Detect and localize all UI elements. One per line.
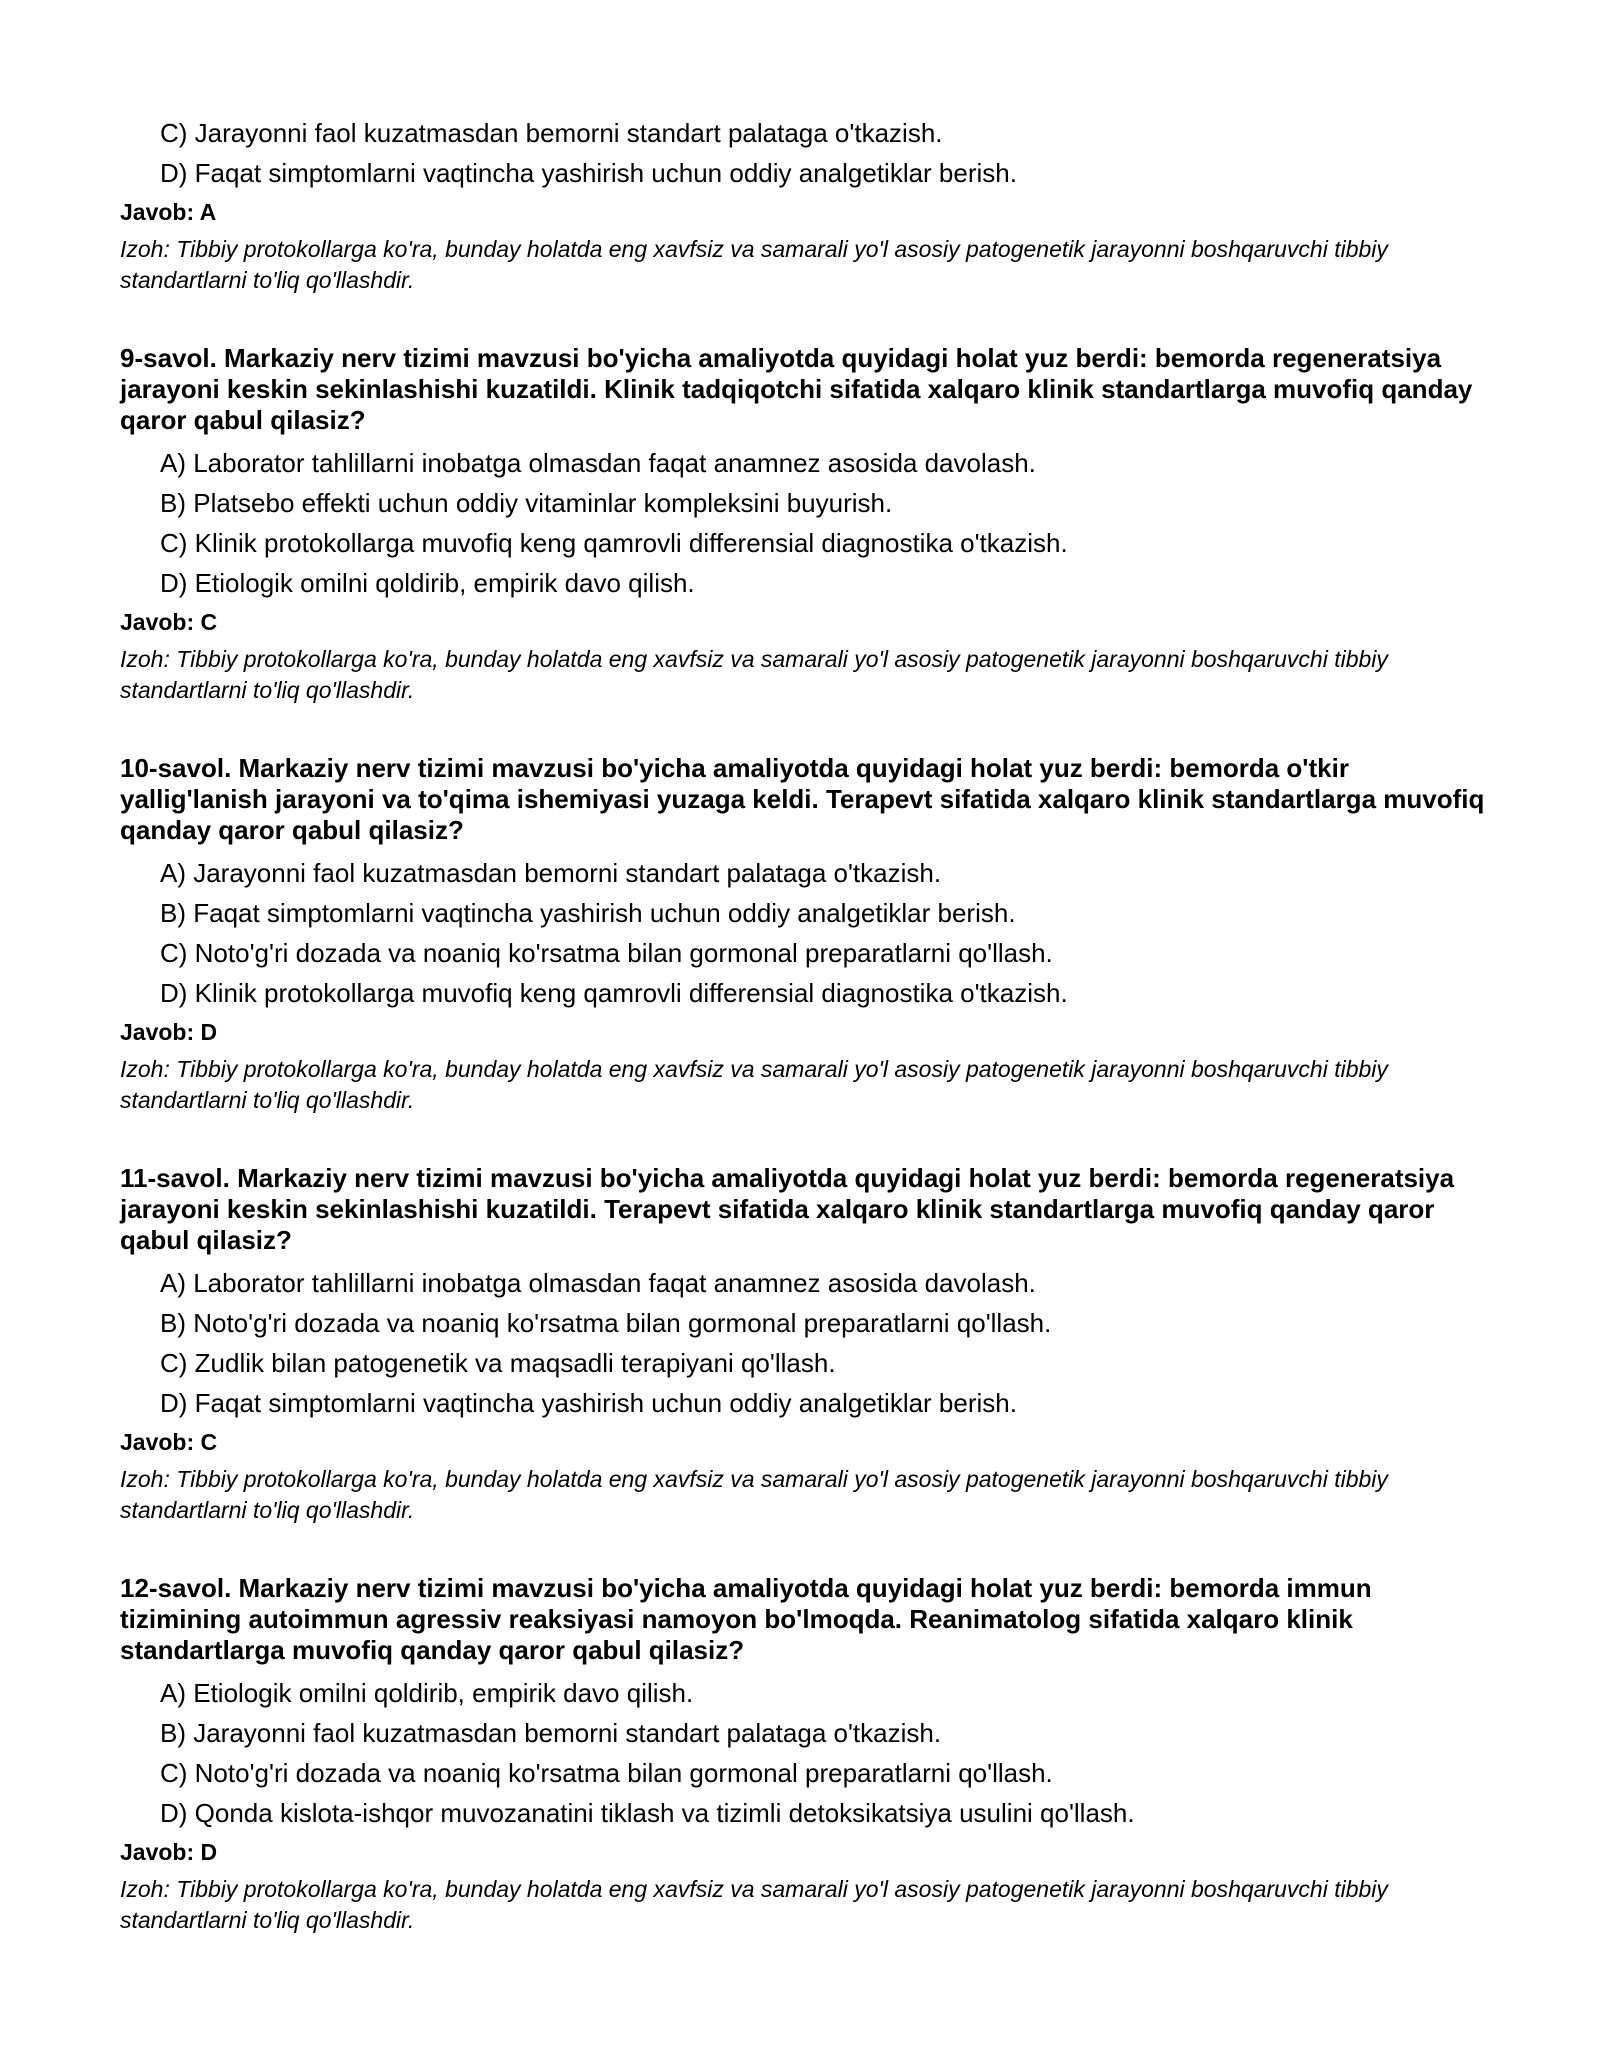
answer-option: D) Klinik protokollarga muvofiq keng qamrovli differensial diagnostika o'tkazish.	[160, 978, 1068, 1008]
answer-option: C) Jarayonni faol kuzatmasdan bemorni standart palataga o'tkazish.	[160, 118, 943, 148]
question-text: 9-savol. Markaziy nerv tizimi mavzusi bo'yicha amaliyotda quyidagi holat yuz berdi: bemorda regeneratsiya jarayoni keskin sekinlashishi kuzatildi. Klinik tadqiqotchi sifatida xalqaro klinik standartlarga muvofiq qanday qaror qabul qilasiz?	[120, 343, 1473, 435]
correct-answer: Javob: D	[120, 1839, 218, 1865]
answer-option: B) Jarayonni faol kuzatmasdan bemorni standart palataga o'tkazish.	[160, 1718, 942, 1748]
explanation-note: Izoh: Tibbiy protokollarga ko'ra, bunday holatda eng xavfsiz va samarali yo'l asosiy patogenetik jarayonni boshqaruvchi tibbiy standartlarni to'liq qo'llashdir.	[120, 646, 1388, 703]
correct-answer: Javob: A	[120, 199, 217, 225]
explanation-note: Izoh: Tibbiy protokollarga ko'ra, bunday holatda eng xavfsiz va samarali yo'l asosiy patogenetik jarayonni boshqaruvchi tibbiy standartlarni to'liq qo'llashdir.	[120, 1056, 1388, 1113]
answer-option: A) Etiologik omilni qoldirib, empirik davo qilish.	[160, 1678, 694, 1708]
answer-option: A) Jarayonni faol kuzatmasdan bemorni standart palataga o'tkazish.	[160, 858, 942, 888]
answer-option: D) Qonda kislota-ishqor muvozanatini tiklash va tizimli detoksikatsiya usulini qo'llash.	[160, 1798, 1135, 1828]
question-12	[120, 1573, 1500, 1936]
answer-option: C) Noto'g'ri dozada va noaniq ko'rsatma bilan gormonal preparatlarni qo'llash.	[160, 938, 1053, 968]
document-page	[120, 118, 1500, 1936]
question-10	[120, 753, 1500, 1116]
answer-option: C) Zudlik bilan patogenetik va maqsadli terapiyani qo'llash.	[160, 1348, 836, 1378]
question-9	[120, 343, 1500, 706]
question-text: 10-savol. Markaziy nerv tizimi mavzusi bo'yicha amaliyotda quyidagi holat yuz berdi: bemorda o'tkir yallig'lanish jarayoni va to'qima ishemiyasi yuzaga keldi. Terapevt sifatida xalqaro klinik standartlarga muvofiq qanday qaror qabul qilasiz?	[120, 753, 1485, 845]
answer-option: D) Faqat simptomlarni vaqtincha yashirish uchun oddiy analgetiklar berish.	[160, 158, 1017, 188]
correct-answer: Javob: C	[120, 609, 218, 635]
question-text: 11-savol. Markaziy nerv tizimi mavzusi bo'yicha amaliyotda quyidagi holat yuz berdi: bemorda regeneratsiya jarayoni keskin sekinlashishi kuzatildi. Terapevt sifatida xalqaro klinik standartlarga muvofiq qanday qaror qabul qilasiz?	[120, 1163, 1455, 1255]
answer-option: B) Noto'g'ri dozada va noaniq ko'rsatma bilan gormonal preparatlarni qo'llash.	[160, 1308, 1052, 1338]
answer-option: C) Klinik protokollarga muvofiq keng qamrovli differensial diagnostika o'tkazish.	[160, 528, 1068, 558]
answer-option: B) Platsebo effekti uchun oddiy vitaminlar kompleksini buyurish.	[160, 488, 893, 518]
question-11	[120, 1163, 1500, 1526]
explanation-note: Izoh: Tibbiy protokollarga ko'ra, bunday holatda eng xavfsiz va samarali yo'l asosiy patogenetik jarayonni boshqaruvchi tibbiy standartlarni to'liq qo'llashdir.	[120, 1876, 1388, 1933]
correct-answer: Javob: D	[120, 1019, 218, 1045]
answer-option: B) Faqat simptomlarni vaqtincha yashirish uchun oddiy analgetiklar berish.	[160, 898, 1016, 928]
question-8-continuation	[120, 118, 1500, 296]
correct-answer: Javob: C	[120, 1429, 218, 1455]
question-text: 12-savol. Markaziy nerv tizimi mavzusi bo'yicha amaliyotda quyidagi holat yuz berdi: bemorda immun tizimining autoimmun agressiv reaksiyasi namoyon bo'lmoqda. Reanimatolog sifatida xalqaro klinik standartlarga muvofiq qanday qaror qabul qilasiz?	[120, 1573, 1372, 1665]
answer-option: C) Noto'g'ri dozada va noaniq ko'rsatma bilan gormonal preparatlarni qo'llash.	[160, 1758, 1053, 1788]
answer-option: D) Faqat simptomlarni vaqtincha yashirish uchun oddiy analgetiklar berish.	[160, 1388, 1017, 1418]
answer-option: A) Laborator tahlillarni inobatga olmasdan faqat anamnez asosida davolash.	[160, 448, 1036, 478]
explanation-note: Izoh: Tibbiy protokollarga ko'ra, bunday holatda eng xavfsiz va samarali yo'l asosiy patogenetik jarayonni boshqaruvchi tibbiy standartlarni to'liq qo'llashdir.	[120, 236, 1388, 293]
answer-option: D) Etiologik omilni qoldirib, empirik davo qilish.	[160, 568, 695, 598]
explanation-note: Izoh: Tibbiy protokollarga ko'ra, bunday holatda eng xavfsiz va samarali yo'l asosiy patogenetik jarayonni boshqaruvchi tibbiy standartlarni to'liq qo'llashdir.	[120, 1466, 1388, 1523]
answer-option: A) Laborator tahlillarni inobatga olmasdan faqat anamnez asosida davolash.	[160, 1268, 1036, 1298]
